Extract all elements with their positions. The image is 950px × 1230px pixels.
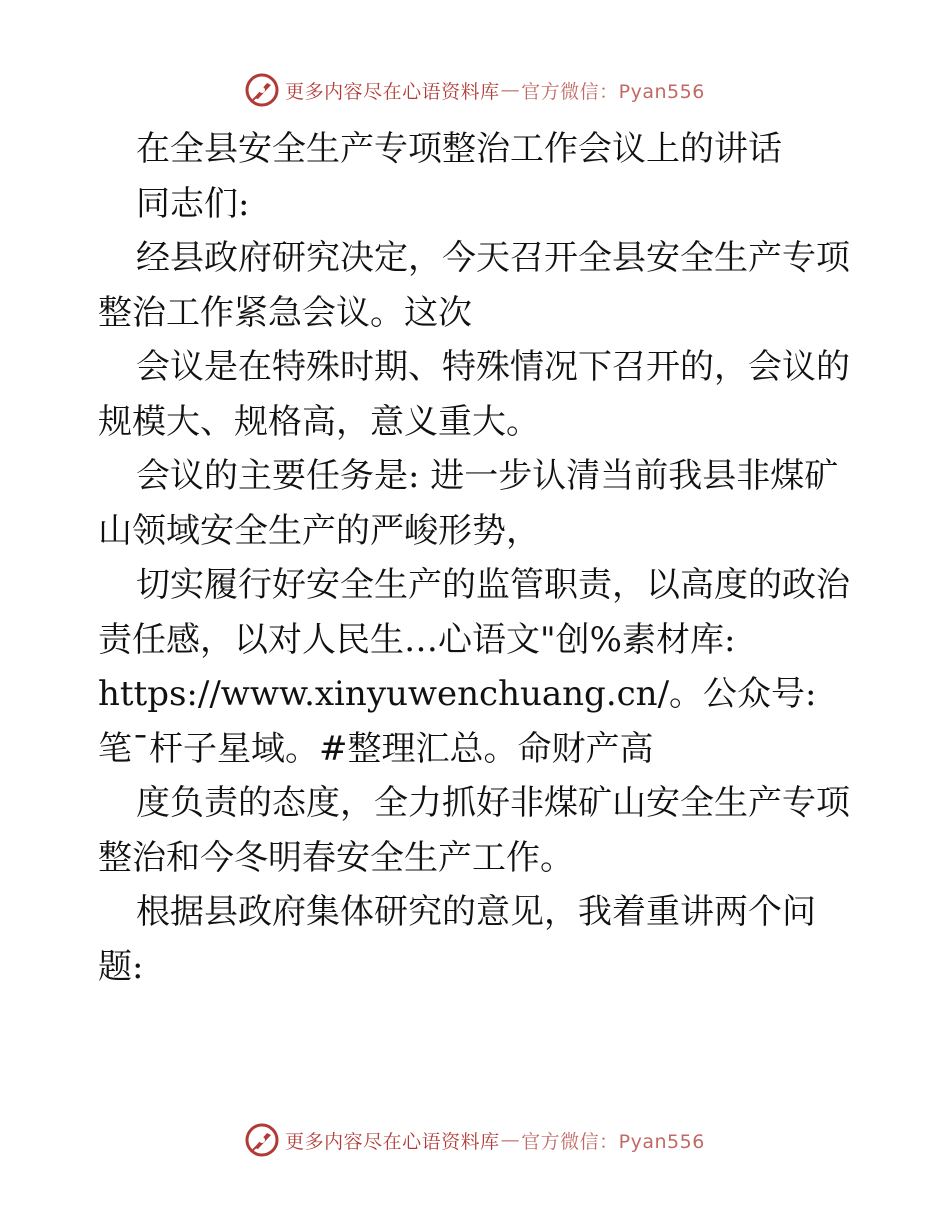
quill-pen-seal-icon [245,1123,279,1157]
paragraph-4: 切实履行好安全生产的监管职责，以高度的政治责任感，以对人民生…心语文"创%素材库: [98,565,850,660]
footer-banner-text: 更多内容尽在心语资料库 [285,1130,500,1153]
paragraph-5: https://www.xinyuwenchuang.cn/。公众号: 笔¯杆子星域。#整理汇总。命财产高 [98,674,828,769]
footer-banner-separator: — [500,1129,521,1151]
footer-banner-contact: 官方微信：Pyan556 [521,1130,705,1153]
paragraph-6: 度负责的态度，全力抓好非煤矿山安全生产专项整治和今冬明春安全生产工作。 [98,783,850,878]
quill-pen-seal-icon [245,73,279,107]
document-salutation: 同志们: [136,183,250,224]
footer-banner [0,1120,950,1160]
paragraph-7: 根据县政府集体研究的意见，我着重讲两个问题: [98,892,816,987]
document-body [98,122,858,994]
paragraph-1: 经县政府研究决定，今天召开全县安全生产专项整治工作紧急会议。这次 [98,238,850,333]
header-banner-separator: — [500,79,521,101]
header-banner-text: 更多内容尽在心语资料库 [285,80,500,103]
document-title: 在全县安全生产专项整治工作会议上的讲话 [136,129,782,169]
header-banner-contact: 官方微信：Pyan556 [521,80,705,103]
header-banner [0,70,950,110]
paragraph-3: 会议的主要任务是: 进一步认清当前我县非煤矿山领域安全生产的严峻形势， [98,456,839,551]
paragraph-2: 会议是在特殊时期、特殊情况下召开的，会议的规模大、规格高，意义重大。 [98,347,850,442]
